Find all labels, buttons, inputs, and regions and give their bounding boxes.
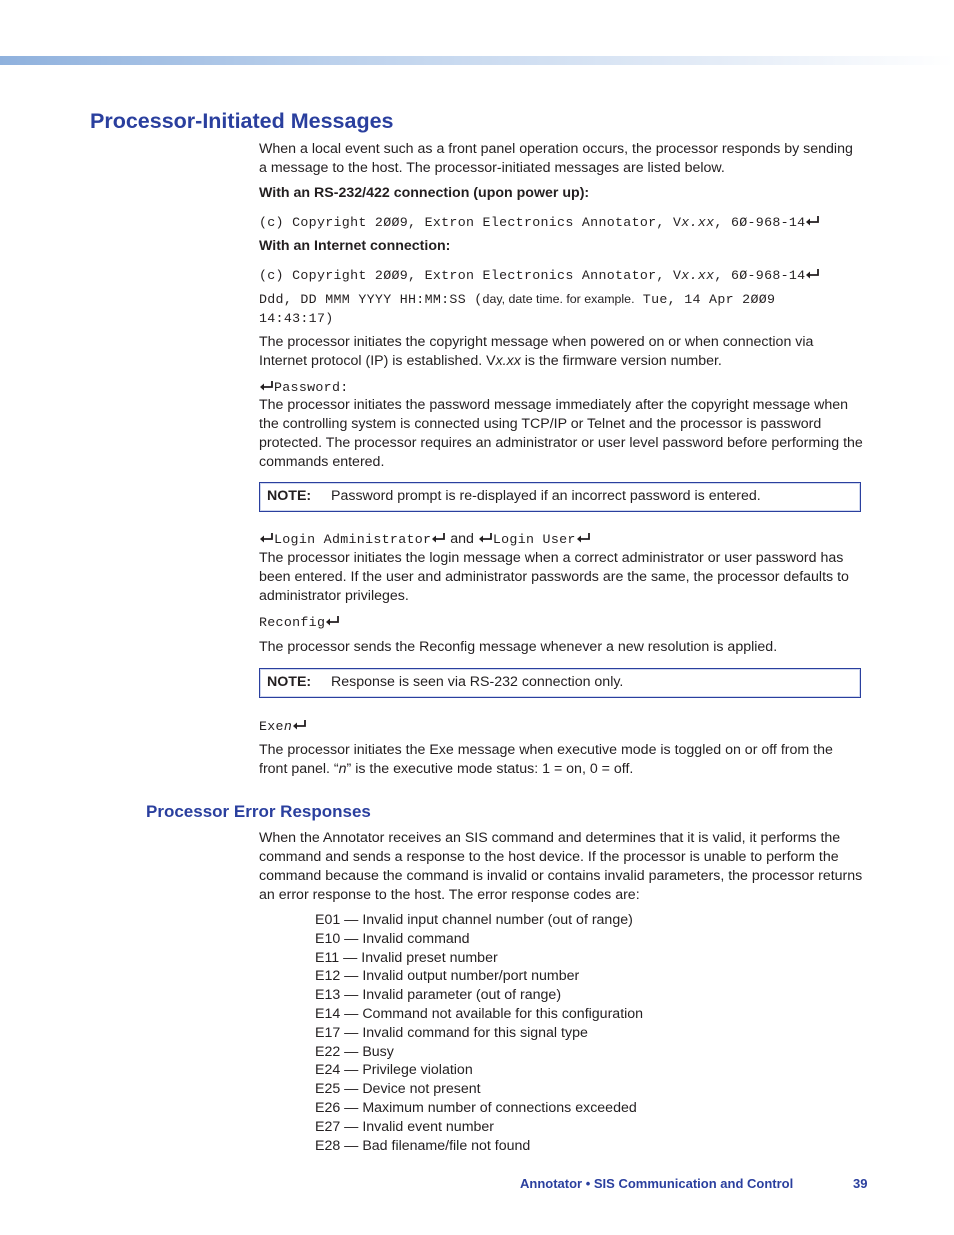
password-command: Password: (259, 378, 863, 397)
carriage-return-icon (805, 215, 820, 227)
carriage-return-icon (478, 532, 493, 544)
error-code-item: E11 — Invalid preset number (315, 949, 498, 966)
error-code-item: E26 — Maximum number of connections exceeded (315, 1099, 637, 1116)
note-text: Response is seen via RS-232 connection only. (331, 674, 624, 690)
date-format-line: Ddd, DD MMM YYYY HH:MM:SS (day, date time. for example. Tue, 14 Apr 2ØØ9 (259, 292, 776, 307)
password-description: The processor initiates the password message immediately after the copyright message when the controlling system is connected using TCP/IP or Telnet and the processor is password protected. The processor requires an administrator or user level password before performing the commands entered. (259, 397, 863, 470)
error-code-item: E13 — Invalid parameter (out of range) (315, 987, 562, 1004)
page-number: 39 (853, 1176, 868, 1191)
carriage-return-icon (576, 532, 591, 544)
rs232-heading: With an RS-232/422 connection (upon power up): (259, 185, 590, 201)
exe-description: The processor initiates the Exe message when executive mode is toggled on or off from the front panel. “n” is the executive mode status: 1 = on, 0 = off. (259, 742, 833, 777)
carriage-return-icon (259, 380, 274, 392)
note-label: NOTE: (267, 488, 312, 504)
intro-paragraph: When a local event such as a front panel operation occurs, the processor responds by sending a message to the host. The processor-initiated messages are listed below. (259, 141, 853, 176)
note-box-password (259, 482, 861, 512)
login-description: The processor initiates the login message when a correct administrator or user password has been entered. If the user and administrator passwords are the same, the processor defaults to administrator privileges. (259, 550, 849, 604)
note-box-rs232 (259, 668, 861, 698)
exe-command: Exen (259, 717, 863, 736)
carriage-return-icon (805, 268, 820, 280)
date-example-continued: 14:43:17) (259, 311, 334, 326)
internet-heading: With an Internet connection: (259, 238, 451, 254)
section-heading-error-responses: Processor Error Responses (146, 802, 371, 821)
error-code-item: E25 — Device not present (315, 1081, 481, 1098)
reconfig-description: The processor sends the Reconfig message whenever a new resolution is applied. (259, 639, 778, 655)
page-title: Processor-Initiated Messages (90, 109, 394, 133)
error-code-item: E01 — Invalid input channel number (out of range) (315, 912, 633, 928)
note-text: Password prompt is re-displayed if an incorrect password is entered. (331, 488, 761, 504)
reconfig-command: Reconfig (259, 613, 863, 632)
error-code-item: E28 — Bad filename/file not found (315, 1137, 531, 1154)
carriage-return-icon (259, 532, 274, 544)
copyright-description: The processor initiates the copyright message when powered on or when connection via Internet protocol (IP) is established. Vx.xx is the firmware version number. (259, 334, 814, 369)
error-code-item: E14 — Command not available for this configuration (315, 1005, 644, 1022)
error-intro-paragraph: When the Annotator receives an SIS command and determines that it is valid, it performs the command and sends a response to the host device. If the processor is unable to perform the command because the command is invalid or contains invalid parameters, the processor returns an error response to the host. The error response codes are: (259, 830, 863, 903)
error-code-item: E17 — Invalid command for this signal type (315, 1024, 588, 1041)
header-gradient-bar (0, 56, 954, 65)
carriage-return-icon (431, 532, 446, 544)
carriage-return-icon (292, 719, 307, 731)
error-code-item: E10 — Invalid command (315, 930, 470, 947)
error-code-item: E27 — Invalid event number (315, 1118, 495, 1135)
login-commands: Login Administrator and Login User (259, 530, 863, 549)
copyright-message-rs232: (c) Copyright 2ØØ9, Extron Electronics Annotator, Vx.xx, 6Ø-968-14 (259, 213, 863, 232)
carriage-return-icon (325, 615, 340, 627)
error-code-item: E12 — Invalid output number/port number (315, 968, 580, 985)
error-code-item: E24 — Privilege violation (315, 1062, 473, 1079)
note-label: NOTE: (267, 674, 312, 690)
copyright-message-internet: (c) Copyright 2ØØ9, Extron Electronics Annotator, Vx.xx, 6Ø-968-14 (259, 266, 863, 285)
error-code-list (315, 911, 643, 1155)
footer-title: Annotator • SIS Communication and Control (520, 1176, 794, 1191)
error-code-item: E22 — Busy (315, 1043, 394, 1060)
